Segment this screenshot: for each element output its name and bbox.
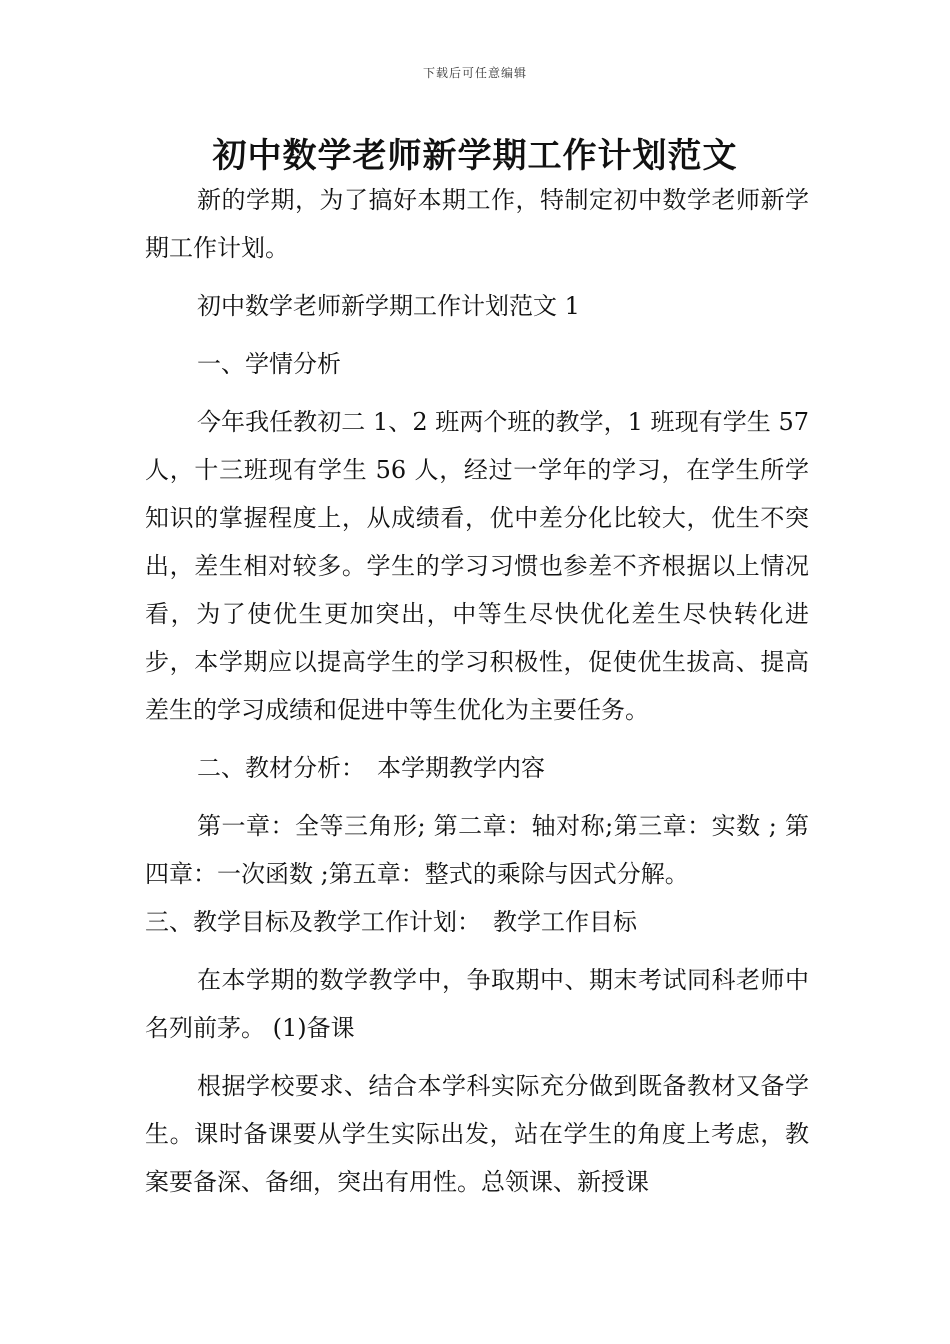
- heading-student-analysis: 一、学情分析: [197, 350, 341, 378]
- heading-textbook-analysis: 二、教材分析： 本学期教学内容: [197, 754, 545, 782]
- document-title: 初中数学老师新学期工作计划范文: [212, 136, 738, 176]
- paragraph-chapters: 第一章：全等三角形; 第二章：轴对称;第三章：实数 ; 第四章：一次函数 ;第五章：整式的乘除与因式分解。: [145, 812, 809, 888]
- header-note: 下载后可任意编辑: [422, 66, 527, 80]
- heading-teaching-goals: 三、教学目标及教学工作计划： 教学工作目标: [145, 908, 637, 936]
- paragraph-subtitle: 初中数学老师新学期工作计划范文 1: [197, 292, 580, 320]
- paragraph-intro: 新的学期，为了搞好本期工作，特制定初中数学老师新学期工作计划。: [145, 186, 809, 262]
- paragraph-student-analysis: 今年我任教初二 1、2 班两个班的教学，1 班现有学生 57 人，十三班现有学生 56 人，经过一学年的学习，在学生所学知识的掌握程度上，从成绩看，优中差分化比较大，优生不突出，差生相对较多。学生的学习习惯也参差不齐根据以上情况看，为了使优生更加突出，中等生尽快优化差生尽快转化进步，本学期应以提高学生的学习积极性，促使优生拔高、提高差生的学习成绩和促进中等生优化为主要任务。: [145, 408, 809, 724]
- document-body: [145, 176, 809, 1206]
- paragraph-goal: 在本学期的数学教学中，争取期中、期末考试同科老师中名列前茅。 (1)备课: [145, 966, 809, 1042]
- paragraph-lesson-prep: 根据学校要求、结合本学科实际充分做到既备教材又备学生。课时备课要从学生实际出发，站在学生的角度上考虑，教案要备深、备细，突出有用性。总领课、新授课: [145, 1072, 809, 1196]
